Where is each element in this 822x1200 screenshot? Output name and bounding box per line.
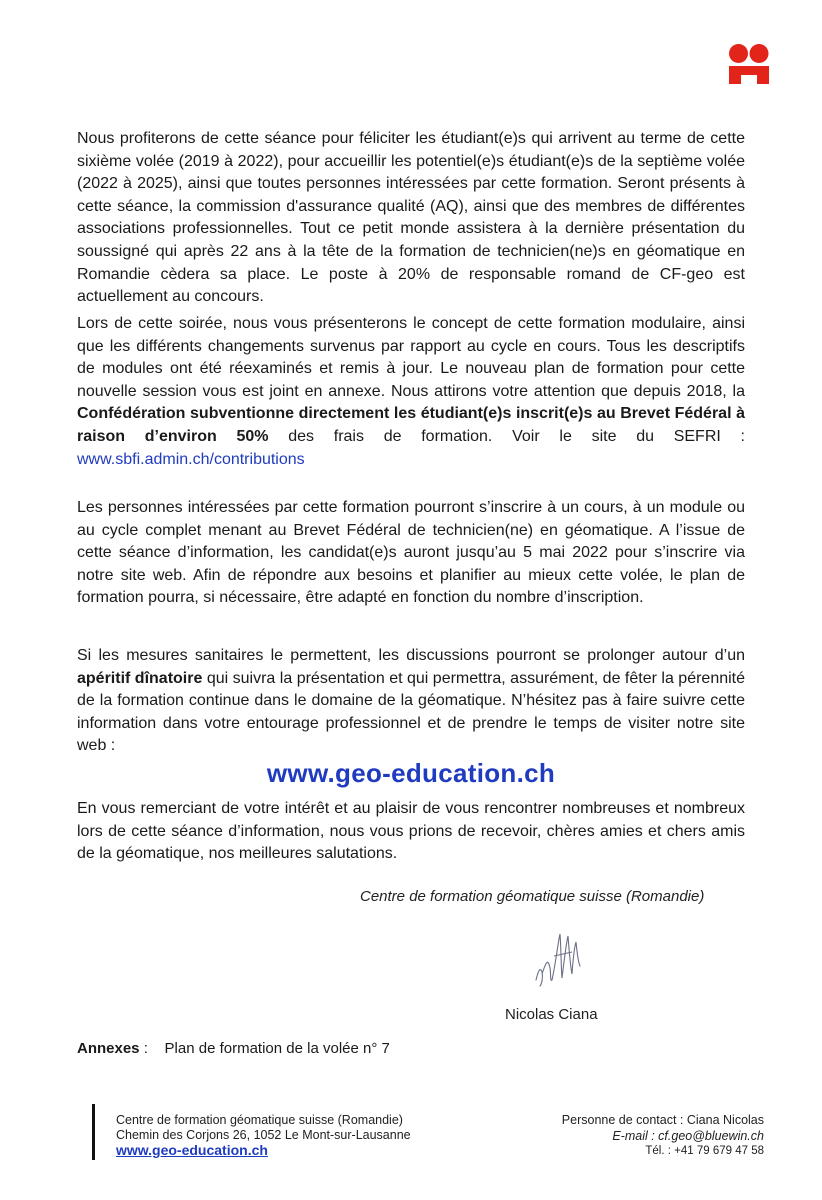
footer-street: Chemin des Corjons 26, 1052 Le Mont-sur-Lausanne	[116, 1128, 411, 1142]
paragraph-closing-text: En vous remerciant de votre intérêt et au plaisir de vous rencontrer nombreuses et nombreux lors de cette séance d’information, nous vous prions de recevoir, chères amies et chers amis de la géomatique, nos meilleures salutations.	[77, 800, 745, 863]
footer-org-name: Centre de formation géomatique suisse (Romandie)	[116, 1113, 403, 1127]
aperitif-highlight: apéritif dînatoire	[77, 669, 203, 687]
footer-email[interactable]: E-mail : cf.geo@bluewin.ch	[612, 1128, 764, 1143]
paragraph-intro	[77, 128, 745, 309]
paragraph-aperitif-start: Si les mesures sanitaires le permettent, les discussions pourront se prolonger autour d’un	[77, 647, 745, 664]
sefri-link[interactable]: www.sbfi.admin.ch/contributions	[77, 450, 305, 468]
handwritten-signature	[528, 922, 584, 992]
paragraph-aperitif	[77, 645, 745, 758]
paragraph-closing	[77, 798, 745, 866]
signatory-name: Nicolas Ciana	[505, 1006, 598, 1023]
footer-phone: Tél. : +41 79 679 47 58	[645, 1145, 764, 1157]
paragraph-concept	[77, 313, 745, 471]
website-link[interactable]: www.geo-education.ch	[266, 758, 556, 788]
paragraph-concept-start: Lors de cette soirée, nous vous présenterons le concept de cette formation modulaire, ainsi que les différents changements survenus par rapport au cycle en cours. Tous les descriptifs de modules ont été réexaminés et remis à jour. Le nouveau plan de formation pour cette nouvelle session vous est joint en annexe. Nous attirons votre attention que depuis 2018, la	[77, 315, 745, 400]
annex-text: Plan de formation de la volée n° 7	[164, 1040, 390, 1057]
footer-website-link[interactable]: www.geo-education.ch	[116, 1142, 268, 1158]
signature-organization: Centre de formation géomatique suisse (Romandie)	[360, 888, 705, 905]
paragraph-aperitif-end: qui suivra la présentation et qui permettra, assurément, de fêter la pérennité de la formation continue dans le domaine de la géomatique. N’hésitez pas à faire suivre cette information dans votre entourage professionnel et de prendre le temps de visiter notre site web :	[77, 669, 746, 755]
annex-line	[77, 1040, 390, 1057]
paragraph-registration-text: Les personnes intéressées par cette formation pourront s’inscrire à un cours, à un module ou au cycle complet menant au Brevet Fédéral de technicien(ne) en géomatique. A l’issue de cette séance d’information, les candidat(e)s auront jusqu’au 5 mai 2022 pour s’inscrire via notre site web. Afin de répondre aux besoins et planifier au mieux cette volée, le plan de formation pourra, si nécessaire, être adapté en fonction du nombre d’inscription.	[77, 499, 745, 607]
subsidy-highlight: Confédération subventionne directement les étudiant(e)s inscrit(e)s au Brevet Fédéral à raison d’environ 50%	[77, 405, 745, 445]
paragraph-concept-end: des frais de formation. Voir le site du SEFRI :	[288, 427, 746, 445]
annex-separator: :	[143, 1040, 148, 1057]
paragraph-intro-text: Nous profiterons de cette séance pour féliciter les étudiant(e)s qui arrivent au terme de cette sixième volée (2019 à 2022), pour accueillir les potentiel(e)s étudiant(e)s de la septième volée (2022 à 2025), ainsi que toutes personnes intéressées par cette formation. Seront présents à cette séance, la commission d'assurance qualité (AQ), ainsi que des membres de différentes associations professionnelles. Tout ce petit monde assistera à la dernière présentation du soussigné qui après 22 ans à la tête de la formation de technicien(ne)s en géomatique en Romandie cèdera sa place. Le poste à 20% de responsable romand de CF-geo est actuellement au concours.	[77, 130, 745, 306]
footer-contact-person: Personne de contact : Ciana Nicolas	[561, 1113, 764, 1127]
cf-geo-logo	[729, 44, 769, 84]
annex-label: Annexes	[77, 1040, 140, 1057]
footer-contact	[562, 1113, 764, 1160]
footer-divider	[92, 1104, 95, 1160]
paragraph-registration	[77, 497, 745, 610]
footer-address	[116, 1113, 411, 1159]
